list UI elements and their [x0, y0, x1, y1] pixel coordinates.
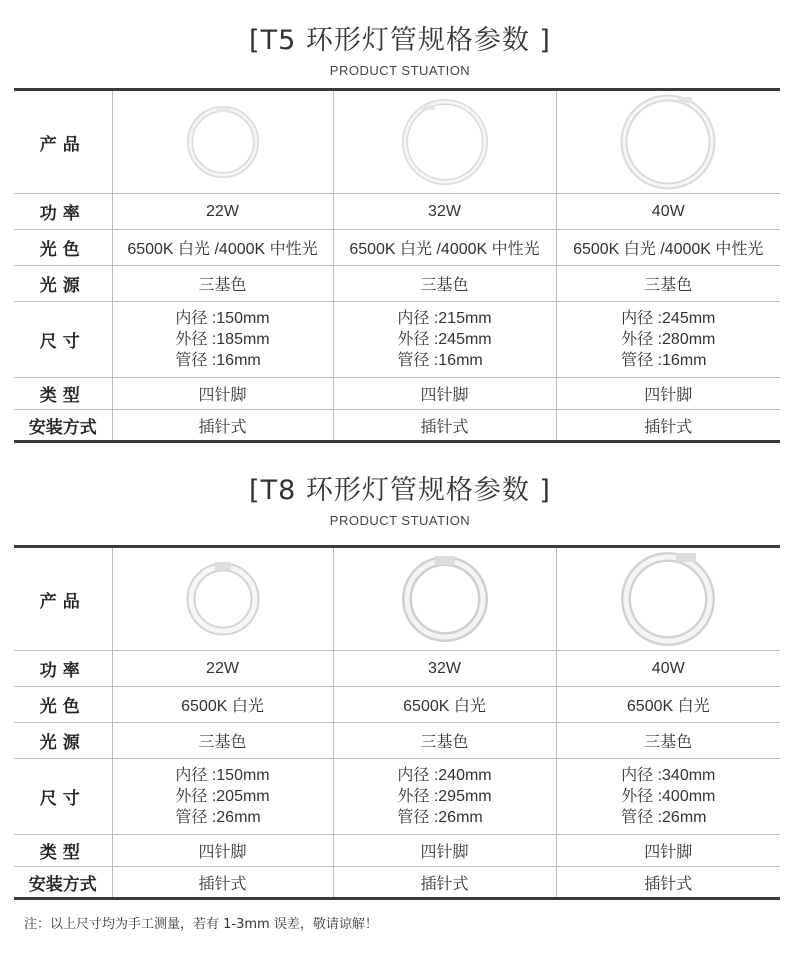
inner-diameter: 内径 :245mm [621, 310, 716, 327]
outer-diameter: 外径 :245mm [397, 331, 492, 348]
t5-section-subtitle: PRODUCT STUATION [329, 63, 471, 78]
t8-source-cell: 三基色 [333, 723, 556, 759]
t5-color-cell: 6500K 白光 /4000K 中性光 [112, 230, 333, 266]
t8-size-cell [112, 759, 333, 835]
outer-diameter: 外径 :295mm [397, 788, 492, 805]
t8-section-header [0, 468, 800, 528]
t5-install-cell: 插针式 [112, 410, 333, 442]
t8-spec-table [14, 545, 780, 900]
t8-install-cell: 插针式 [556, 867, 780, 899]
t5-product-40w [556, 90, 780, 194]
t5-product-22w [112, 90, 333, 194]
t8-type-cell: 四针脚 [333, 835, 556, 867]
t5-row-install [14, 410, 780, 442]
t8-power-cell: 22W [112, 651, 333, 687]
t5-section-title: [T5 环形灯管规格参数 ] [249, 25, 551, 56]
t8-label-color: 光色 [14, 687, 112, 723]
ring-lamp-icon [183, 559, 263, 639]
t8-product-22w [112, 547, 333, 651]
ring-lamp-icon [618, 549, 718, 649]
t8-label-source: 光源 [14, 723, 112, 759]
t5-source-cell: 三基色 [333, 266, 556, 302]
t8-size-cell [556, 759, 780, 835]
t5-label-color: 光色 [14, 230, 112, 266]
t8-label-product: 产品 [14, 547, 112, 651]
t8-section-subtitle: PRODUCT STUATION [329, 513, 471, 528]
t5-row-power [14, 194, 780, 230]
t5-type-cell: 四针脚 [112, 378, 333, 410]
t8-product-40w [556, 547, 780, 651]
t5-size-cell [112, 302, 333, 378]
t8-color-cell: 6500K 白光 [556, 687, 780, 723]
ring-lamp-icon [399, 553, 491, 645]
outer-diameter: 外径 :280mm [621, 331, 716, 348]
t8-type-cell: 四针脚 [556, 835, 780, 867]
t8-color-cell: 6500K 白光 [333, 687, 556, 723]
inner-diameter: 内径 :150mm [175, 767, 270, 784]
t8-source-cell: 三基色 [112, 723, 333, 759]
t5-row-size [14, 302, 780, 378]
inner-diameter: 内径 :215mm [397, 310, 492, 327]
t8-install-cell: 插针式 [112, 867, 333, 899]
t8-row-product [14, 547, 780, 651]
t5-power-cell: 40W [556, 194, 780, 230]
tube-diameter: 管径 :16mm [621, 352, 707, 369]
t5-row-type [14, 378, 780, 410]
t5-power-cell: 22W [112, 194, 333, 230]
t5-color-cell: 6500K 白光 /4000K 中性光 [556, 230, 780, 266]
t8-type-cell: 四针脚 [112, 835, 333, 867]
t8-row-install [14, 867, 780, 899]
t8-source-cell: 三基色 [556, 723, 780, 759]
t5-power-cell: 32W [333, 194, 556, 230]
tube-diameter: 管径 :16mm [175, 352, 261, 369]
t5-label-source: 光源 [14, 266, 112, 302]
t5-install-cell: 插针式 [556, 410, 780, 442]
t5-source-cell: 三基色 [112, 266, 333, 302]
t8-row-source [14, 723, 780, 759]
t5-label-size: 尺寸 [14, 302, 112, 378]
measurement-note: 注：以上尺寸均为手工测量，若有 1-3mm 误差，敬请谅解！ [24, 917, 378, 932]
t8-product-32w [333, 547, 556, 651]
t5-type-cell: 四针脚 [556, 378, 780, 410]
inner-diameter: 内径 :150mm [175, 310, 270, 327]
t8-power-cell: 32W [333, 651, 556, 687]
t8-row-type [14, 835, 780, 867]
t5-row-color [14, 230, 780, 266]
t5-label-install: 安装方式 [14, 410, 112, 442]
t5-type-cell: 四针脚 [333, 378, 556, 410]
inner-diameter: 内径 :240mm [397, 767, 492, 784]
t8-size-cell [333, 759, 556, 835]
t5-size-cell [333, 302, 556, 378]
t5-label-product: 产品 [14, 90, 112, 194]
outer-diameter: 外径 :205mm [175, 788, 270, 805]
t8-row-power [14, 651, 780, 687]
t8-color-cell: 6500K 白光 [112, 687, 333, 723]
t5-size-cell [556, 302, 780, 378]
t8-label-power: 功率 [14, 651, 112, 687]
tube-diameter: 管径 :26mm [621, 809, 707, 826]
t5-section-header [0, 18, 800, 78]
tube-diameter: 管径 :16mm [397, 352, 483, 369]
t8-row-color [14, 687, 780, 723]
inner-diameter: 内径 :340mm [621, 767, 716, 784]
t5-color-cell: 6500K 白光 /4000K 中性光 [333, 230, 556, 266]
t5-install-cell: 插针式 [333, 410, 556, 442]
t5-spec-table [14, 88, 780, 443]
ring-lamp-icon [399, 96, 491, 188]
tube-diameter: 管径 :26mm [175, 809, 261, 826]
t5-row-source [14, 266, 780, 302]
outer-diameter: 外径 :400mm [621, 788, 716, 805]
t8-label-type: 类型 [14, 835, 112, 867]
t8-label-size: 尺寸 [14, 759, 112, 835]
t8-install-cell: 插针式 [333, 867, 556, 899]
t5-label-type: 类型 [14, 378, 112, 410]
ring-lamp-icon [183, 102, 263, 182]
tube-diameter: 管径 :26mm [397, 809, 483, 826]
t5-product-32w [333, 90, 556, 194]
t8-label-install: 安装方式 [14, 867, 112, 899]
outer-diameter: 外径 :185mm [175, 331, 270, 348]
t8-section-title: [T8 环形灯管规格参数 ] [249, 475, 551, 506]
t5-source-cell: 三基色 [556, 266, 780, 302]
t5-row-product [14, 90, 780, 194]
t8-power-cell: 40W [556, 651, 780, 687]
ring-lamp-icon [618, 92, 718, 192]
t5-label-power: 功率 [14, 194, 112, 230]
t8-row-size [14, 759, 780, 835]
